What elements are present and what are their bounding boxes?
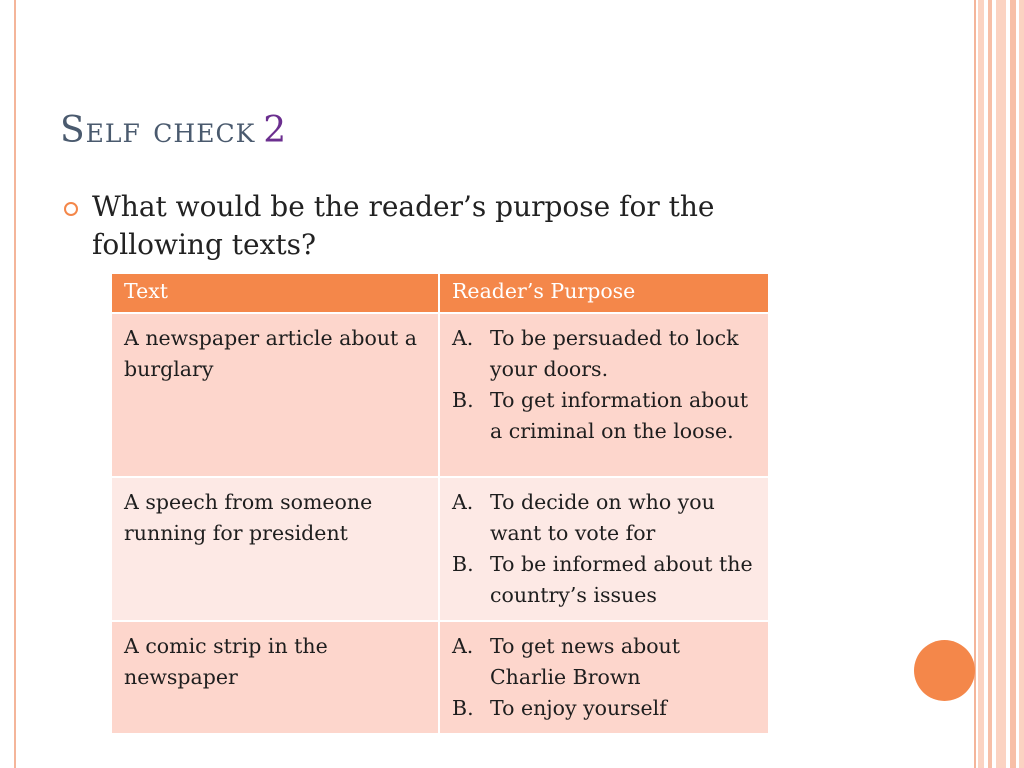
purpose-cell <box>439 621 769 734</box>
table-row <box>111 621 769 734</box>
option-text: To be persuaded to lock your doors. <box>490 326 739 381</box>
bullet-circle-icon <box>64 202 78 216</box>
table-row <box>111 313 769 477</box>
purpose-option <box>452 631 756 693</box>
title-text: Self check <box>60 110 256 151</box>
bullet-question: What would be the reader’s purpose for the following texts? <box>92 190 715 261</box>
option-letter: A. <box>452 490 474 514</box>
option-letter: A. <box>452 634 474 658</box>
table-row <box>111 477 769 621</box>
purpose-cell <box>439 477 769 621</box>
option-text: To be informed about the country’s issues <box>490 552 753 607</box>
purpose-option <box>452 385 756 447</box>
option-letter: A. <box>452 326 474 350</box>
option-text: To enjoy yourself <box>490 696 667 720</box>
option-text: To get news about Charlie Brown <box>490 634 680 689</box>
option-letter: B. <box>452 696 474 720</box>
option-text: To decide on who you want to vote for <box>490 490 715 545</box>
purpose-option <box>452 693 756 724</box>
option-letter: B. <box>452 552 474 576</box>
text-cell: A newspaper article about a burglary <box>111 313 439 477</box>
title-number: 2 <box>263 110 288 151</box>
purpose-option <box>452 323 756 385</box>
slide-title <box>60 110 287 151</box>
reader-purpose-table <box>110 272 770 735</box>
table-header-row <box>111 273 769 313</box>
purpose-cell <box>439 313 769 477</box>
option-letter: B. <box>452 388 474 412</box>
header-readers-purpose: Reader’s Purpose <box>439 273 769 313</box>
text-cell: A speech from someone running for president <box>111 477 439 621</box>
option-text: To get information about a criminal on the loose. <box>490 388 749 443</box>
header-text: Text <box>111 273 439 313</box>
purpose-option <box>452 487 756 549</box>
text-cell: A comic strip in the newspaper <box>111 621 439 734</box>
decorative-orange-circle <box>914 640 975 701</box>
decorative-stripes <box>978 0 1024 768</box>
purpose-option <box>452 549 756 611</box>
